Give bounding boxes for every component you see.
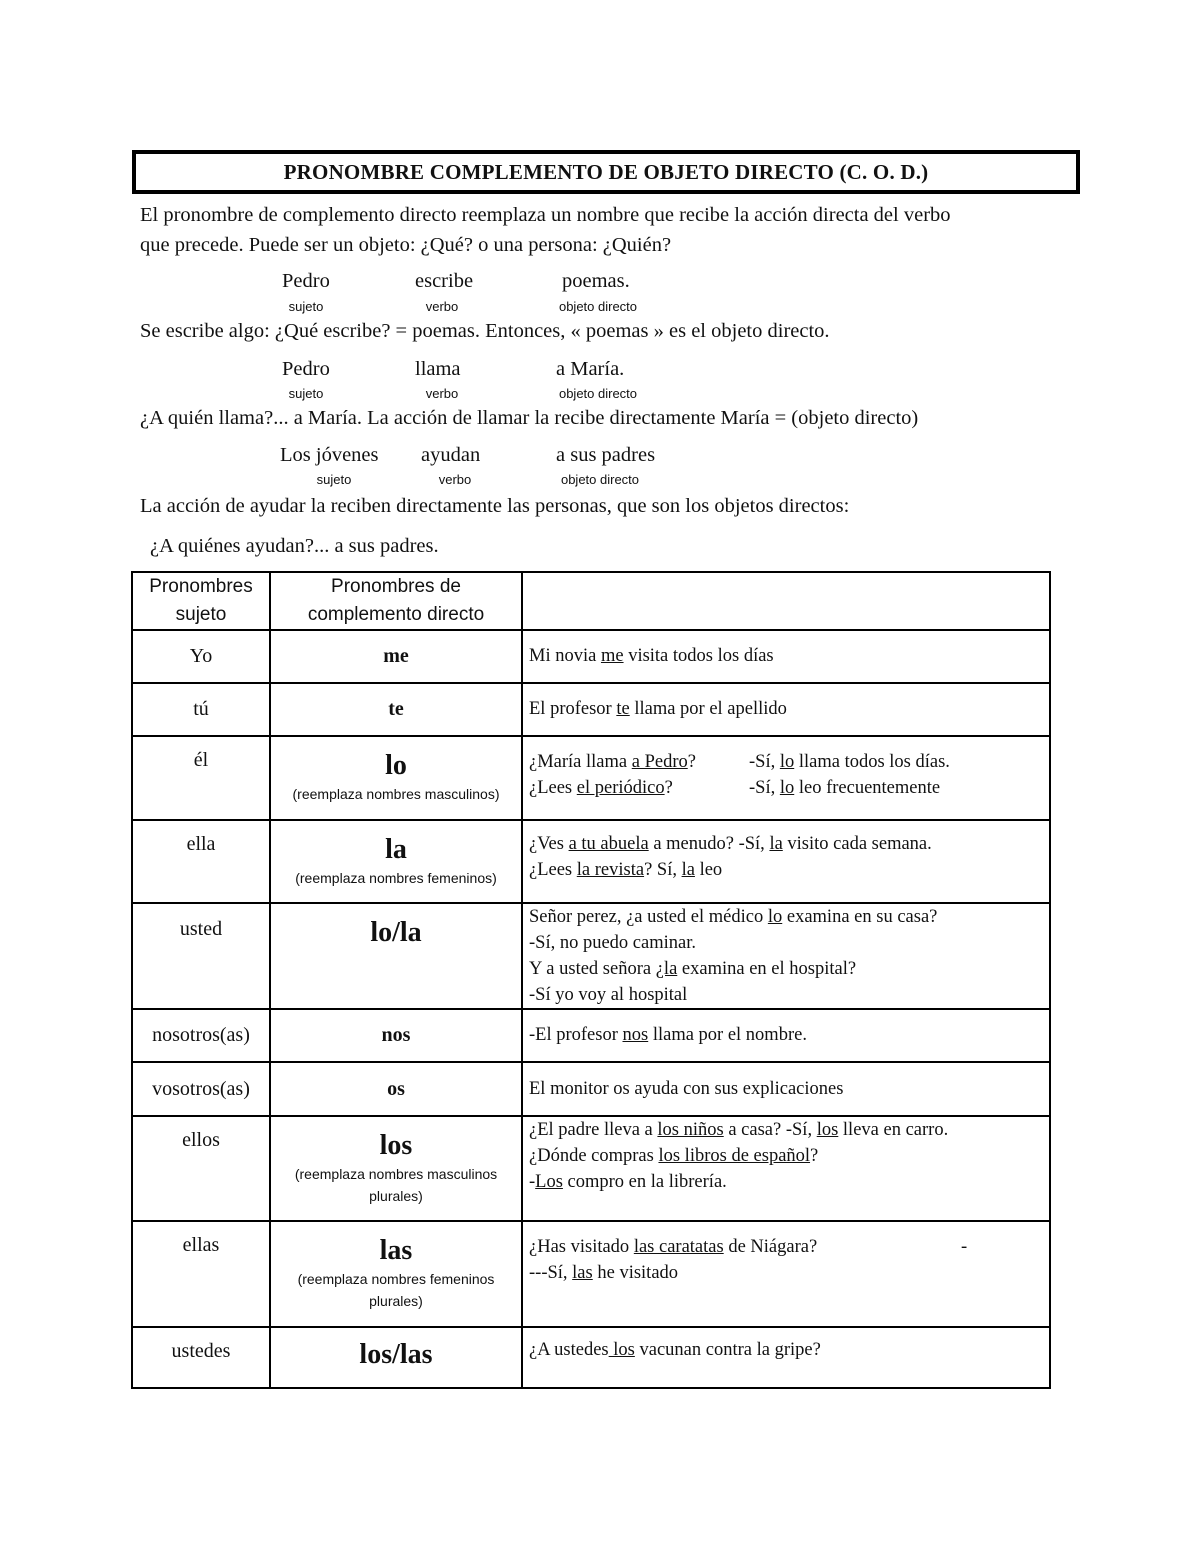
subject-cell: ellos [132, 1116, 270, 1221]
example-cell: -El profesor nos llama por el nombre. [522, 1009, 1050, 1062]
label-objeto: objeto directo [558, 299, 638, 314]
example-cell: El profesor te llama por el apellido [522, 683, 1050, 736]
subject-cell: usted [132, 903, 270, 1009]
pronoun-note: (reemplaza nombres femeninos) [295, 870, 497, 886]
label-sujeto: sujeto [288, 386, 324, 401]
example-cell: Señor perez, ¿a usted el médico lo examina en su casa? -Sí, no puedo caminar. Y a usted señora ¿la examina en el hospital? -Sí yo voy al hospital [522, 903, 1050, 1009]
table-row [132, 683, 1050, 736]
pronoun-cell: las [379, 1235, 413, 1266]
label-objeto: objeto directo [558, 386, 638, 401]
pronoun-note: (reemplaza nombres masculinos [294, 1166, 498, 1182]
pronoun-cell: lo [385, 750, 407, 781]
example2-subject: Pedro [282, 358, 330, 380]
example-cell: ¿A ustedes los vacunan contra la gripe? [522, 1327, 1050, 1388]
title-box [132, 150, 1080, 194]
pronoun-cell: lo/la [370, 917, 422, 948]
subject-cell: ella [132, 820, 270, 903]
subject-cell: vosotros(as) [132, 1062, 270, 1116]
pronoun-note: plurales) [369, 1293, 423, 1309]
subject-cell: nosotros(as) [132, 1009, 270, 1062]
pronoun-note: (reemplaza nombres femeninos [297, 1271, 495, 1287]
example3-question: ¿A quiénes ayudan?... a sus padres. [150, 535, 439, 557]
header-cod-pronouns: Pronombres de complemento directo [270, 572, 522, 630]
table-row [132, 1062, 1050, 1116]
example-cell: Mi novia me visita todos los días [522, 630, 1050, 683]
pronoun-note: (reemplaza nombres masculinos) [292, 786, 500, 802]
pronoun-cell: los/las [359, 1339, 433, 1370]
intro-line-2: que precede. Puede ser un objeto: ¿Qué? o una persona: ¿Quién? [140, 234, 672, 256]
pronoun-cell: los [379, 1130, 413, 1161]
label-verbo: verbo [425, 299, 459, 314]
subject-cell: él [132, 736, 270, 820]
table-row [132, 1009, 1050, 1062]
subject-cell: tú [132, 683, 270, 736]
subject-cell: ustedes [132, 1327, 270, 1388]
table-row [132, 736, 1050, 820]
subject-cell: Yo [132, 630, 270, 683]
label-sujeto: sujeto [288, 299, 324, 314]
example1-subject: Pedro [282, 270, 330, 292]
example1-explanation: Se escribe algo: ¿Qué escribe? = poemas. Entonces, « poemas » es el objeto directo. [140, 320, 830, 342]
pronoun-cell: os [387, 1077, 405, 1100]
header-subject-pronouns: Pronombres sujeto [132, 572, 270, 630]
table-row [132, 1221, 1050, 1327]
pronoun-cell: nos [381, 1024, 411, 1046]
table-header-row [132, 572, 1050, 630]
example-cell: ¿María llama a Pedro? -Sí, lo llama todos los días. ¿Lees el periódico? -Sí, lo leo frecuentemente [522, 736, 1050, 820]
example2-explanation: ¿A quién llama?... a María. La acción de llamar la recibe directamente María = (objeto directo) [140, 407, 919, 429]
subject-cell: ellas [132, 1221, 270, 1327]
pronoun-note: plurales) [369, 1188, 423, 1204]
intro-line-1: El pronombre de complemento directo reemplaza un nombre que recibe la acción directa del verbo [140, 204, 951, 226]
label-verbo: verbo [438, 472, 472, 487]
example2-object: a María. [556, 358, 625, 380]
header-examples [522, 572, 1050, 630]
label-sujeto: sujeto [316, 472, 352, 487]
example3-object: a sus padres [556, 444, 656, 466]
pronoun-table [131, 571, 1051, 1389]
example-cell: ¿Ves a tu abuela a menudo? -Sí, la visito cada semana. ¿Lees la revista? Sí, la leo [522, 820, 1050, 903]
pronoun-cell: la [385, 834, 407, 865]
table-row [132, 903, 1050, 1009]
example-cell: ¿El padre lleva a los niños a casa? -Sí, los lleva en carro. ¿Dónde compras los libros de español? -Los compro en la librería. [522, 1116, 1050, 1221]
example1-verb: escribe [415, 270, 474, 292]
example3-explanation: La acción de ayudar la reciben directamente las personas, que son los objetos directos: [140, 495, 850, 517]
example-cell: El monitor os ayuda con sus explicaciones [522, 1062, 1050, 1116]
table-row [132, 1116, 1050, 1221]
example-cell: ¿Has visitado las caratatas de Niágara? - ---Sí, las he visitado [522, 1221, 1050, 1327]
pronoun-cell: me [383, 645, 409, 667]
page-title: PRONOMBRE COMPLEMENTO DE OBJETO DIRECTO (C. O. D.) [283, 159, 929, 184]
table-row [132, 820, 1050, 903]
table-row [132, 630, 1050, 683]
example3-verb: ayudan [421, 444, 481, 466]
example1-object: poemas. [562, 270, 630, 292]
example2-verb: llama [415, 358, 461, 380]
label-verbo: verbo [425, 386, 459, 401]
label-objeto: objeto directo [560, 472, 640, 487]
table-row [132, 1327, 1050, 1388]
pronoun-cell: te [388, 698, 404, 720]
example3-subject: Los jóvenes [280, 444, 379, 466]
